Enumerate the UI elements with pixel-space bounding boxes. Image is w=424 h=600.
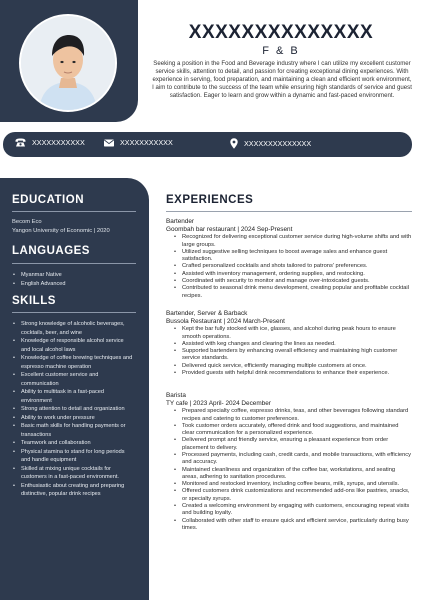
skill-item: • Knowledge of coffee brewing techniques and espresso machine operation bbox=[12, 354, 134, 371]
languages-list bbox=[12, 271, 134, 288]
skill-item: • Physical stamina to stand for long periods and handle equipment bbox=[12, 448, 134, 465]
skill-item: • Enthusiastic about creating and preparing distinctive, popular drink recipes bbox=[12, 482, 134, 499]
language-item: • Myanmar Native bbox=[12, 271, 134, 280]
job-bullet: • Delivered quick service, efficiently managing multiple customers at once. bbox=[174, 363, 412, 370]
skill-item: • Knowledge of responsible alcohol service and local alcohol laws bbox=[12, 337, 134, 354]
skill-item: • Ability to work under pressure bbox=[12, 414, 134, 423]
email-text: XXXXXXXXXXX bbox=[120, 138, 173, 147]
job-entry-2 bbox=[166, 310, 412, 377]
job-company-date: Goombah bar restaurant | 2024 Sep-Present bbox=[166, 226, 293, 233]
job-bullet: • Supported bartenders by enhancing overall efficiency and maintaining high customer service standards. bbox=[174, 348, 412, 363]
job-bullets bbox=[174, 234, 412, 300]
skill-item: • Excellent customer service and communication bbox=[12, 371, 134, 388]
job-bullet: • Maintained cleanliness and organization of the coffee bar, workstations, and seating areas, adhering to sanitation procedures. bbox=[174, 467, 412, 482]
education-divider bbox=[12, 211, 136, 212]
job-title: F & B bbox=[262, 45, 300, 57]
job-company-date: TY cafe | 2023 April- 2024 December bbox=[166, 400, 271, 407]
job-bullet: • Delivered prompt and friendly service, ensuring a pleasant experience from order placement to delivery. bbox=[174, 437, 412, 452]
phone-text: XXXXXXXXXXX bbox=[32, 138, 85, 147]
left-sidebar bbox=[0, 178, 149, 600]
phone-icon bbox=[15, 138, 26, 147]
skills-heading: SKILLS bbox=[12, 295, 56, 307]
language-item: • English Advanced bbox=[12, 280, 134, 289]
skills-list bbox=[12, 320, 134, 499]
skill-item: • Teamwork and collaboration bbox=[12, 439, 134, 448]
job-bullet: • Kept the bar fully stocked with ice, glasses, and alcohol during peak hours to ensure smooth operations. bbox=[174, 326, 412, 341]
job-bullet: • Utilized suggestive selling techniques to boost average sales and enhance guest satisfaction. bbox=[174, 249, 412, 264]
skills-divider bbox=[12, 312, 136, 313]
job-bullet: • Offered customers drink customizations and recommended add-ons like pastries, snacks, or specialty syrups. bbox=[174, 488, 412, 503]
job-bullet: • Processed payments, including cash, credit cards, and mobile transactions, with efficiency and accuracy. bbox=[174, 452, 412, 467]
job-bullet: • Recognized for delivering exceptional customer service during high-volume shifts and with large groups. bbox=[174, 234, 412, 249]
education-detail: Yangon University of Economic | 2020 bbox=[12, 228, 110, 234]
job-bullet: • Collaborated with other staff to ensure quick and efficient service, particularly during busy times. bbox=[174, 518, 412, 533]
contact-bar bbox=[3, 132, 412, 157]
job-position: Barista bbox=[166, 392, 186, 399]
languages-divider bbox=[12, 263, 136, 264]
job-entry-3 bbox=[166, 392, 412, 532]
job-entry-1 bbox=[166, 218, 412, 300]
contact-phone bbox=[15, 138, 85, 147]
education-heading: EDUCATION bbox=[12, 194, 85, 206]
job-bullet: • Prepared specialty coffee, espresso drinks, teas, and other beverages following standard recipes and catering to customer preferences. bbox=[174, 408, 412, 423]
job-bullet: • Created a welcoming environment by engaging with customers, encouraging repeat visits and building loyalty. bbox=[174, 503, 412, 518]
job-bullet: • Provided guests with helpful drink recommendations to enhance their experience. bbox=[174, 370, 412, 377]
skill-item: • Strong knowledge of alcoholic beverages, cocktails, beer, and wine bbox=[12, 320, 134, 337]
skill-item: • Basic math skills for handling payments or transactions bbox=[12, 422, 134, 439]
job-bullet: • Coordinated with security to monitor and manage over-intoxicated guests. bbox=[174, 278, 412, 285]
experiences-heading: EXPERIENCES bbox=[166, 194, 254, 206]
education-school: Becom Eco bbox=[12, 219, 42, 225]
person-portrait-icon bbox=[21, 16, 115, 110]
candidate-name: XXXXXXXXXXXXXX bbox=[188, 22, 374, 43]
job-position: Bartender bbox=[166, 218, 195, 225]
languages-heading: LANGUAGES bbox=[12, 245, 90, 257]
job-bullet: • Assisted with keg changes and clearing the lines as needed. bbox=[174, 341, 412, 348]
experiences-divider bbox=[166, 211, 412, 212]
location-text: XXXXXXXXXXXXXX bbox=[244, 139, 312, 148]
envelope-icon bbox=[104, 139, 114, 147]
profile-summary: Seeking a position in the Food and Beverage industry where I can utilize my excellent customer service skills, attention to detail, and passion for creating exceptional dining experiences. With experience in serving, food preparation, and maintaining a clean and efficient work environment, I aim to contribute to the success of the team while ensuring high standards of service and guest satisfaction. Eager to learn and grow within a dynamic and fast-paced environment. bbox=[152, 60, 412, 99]
job-bullet: • Monitored and restocked inventory, including coffee beans, milk, syrups, and utensils. bbox=[174, 481, 412, 488]
job-bullet: • Took customer orders accurately, offered drink and food suggestions, and maintained clear communication for a personalized experience. bbox=[174, 423, 412, 438]
job-bullet: • Assisted with inventory management, ordering supplies, and restocking. bbox=[174, 271, 412, 278]
job-position: Bartender, Server & Barback bbox=[166, 310, 248, 317]
skill-item: • Skilled at mixing unique cocktails for customers in a fast-paced environment. bbox=[12, 465, 134, 482]
job-company-date: Bussola Restaurant | 2024 March-Present bbox=[166, 318, 285, 325]
job-bullet: • Contributed to seasonal drink menu development, creating popular and profitable cocktail recipes. bbox=[174, 285, 412, 300]
job-bullets bbox=[174, 326, 412, 377]
job-bullet: • Crafted personalized cocktails and shots tailored to patrons' preferences. bbox=[174, 263, 412, 270]
skill-item: • Ability to multitask in a fast-paced environment bbox=[12, 388, 134, 405]
contact-location bbox=[230, 138, 311, 149]
profile-photo bbox=[19, 14, 117, 112]
skill-item: • Strong attention to detail and organization bbox=[12, 405, 134, 414]
job-bullets bbox=[174, 408, 412, 532]
contact-email bbox=[104, 138, 173, 147]
header-photo-panel bbox=[0, 0, 138, 122]
location-pin-icon bbox=[230, 138, 238, 149]
